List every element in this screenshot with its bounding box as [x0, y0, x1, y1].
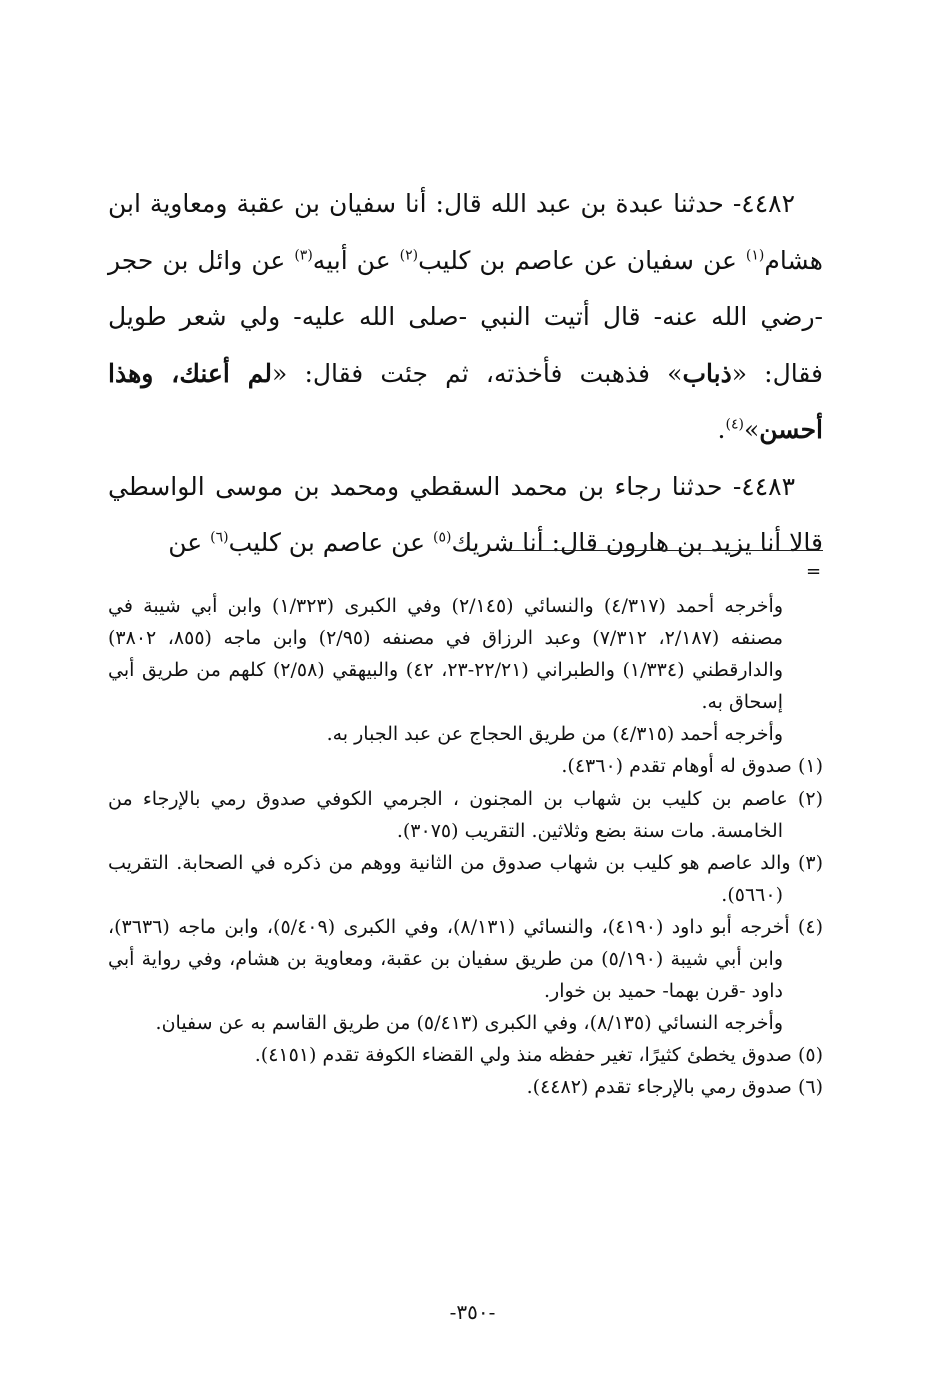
prophetic-speech: ذباب — [682, 358, 732, 388]
footnote-separator — [508, 550, 823, 551]
footnote-ref[interactable]: (١) — [745, 247, 765, 264]
footnote-5: (٥) صدوق يخطئ كثيرًا، تغير حفظه منذ ولي القضاء الكوفة تقدم (٤١٥١). — [254, 1044, 823, 1067]
footnote-4: (٤) أخرجه أبو داود (٤١٩٠)، والنسائي (٨/١٣١)، وفي الكبرى (٥/٤٠٩)، وابن ماجه (٣٦٣٦)، وابن أبي شيبة (٥/١٩٠) من طريق سفيان بن عقبة، ومعاوية بن هشام، وفي رواية أبي داود -قرن بهما- حميد بن خوار. — [108, 915, 823, 1003]
footnote-continuation: وأخرجه أحمد (٤/٣١٧) والنسائي (٢/١٤٥) وفي الكبرى (١/٣٢٣) وابن أبي شيبة في مصنفه (٢/١٨٧، ٧/٣١٢) وعبد الرزاق في مصنفه (٢/٩٥) وابن ماجه (٨٥٥، ٣٨٠٢) والدارقطني (١/٣٣٤) والطبراني (٢٢/٢١-٢٣، ٤٢) والبيهقي (٢/٥٨) كلهم من طريق أبي إسحاق به. — [108, 595, 783, 714]
footnote-3: (٣) والد عاصم هو كليب بن شهاب صدوق من الثانية ووهم من ذكره في الصحابة. التقريب (٥٦٦٠). — [108, 851, 823, 906]
hadith-4482 — [108, 176, 823, 459]
footnote-ref[interactable]: (٥) — [432, 529, 452, 546]
hadith-text: » فذهبت فأخذته، ثم جئت فقال: « — [271, 358, 683, 388]
footnote-2: (٢) عاصم بن كليب بن شهاب بن المجنون ، الجرمي الكوفي صدوق رمي بالإرجاء من الخامسة. مات سنة بضع وثلاثين. التقريب (٣٠٧٥). — [108, 787, 823, 842]
hadith-text: ٤٤٨٢- حدثنا عبدة بن عبد الله قال: أنا سفيان بن عقبة ومعاوية ابن هشام — [108, 189, 823, 275]
hadith-text: » — [743, 415, 760, 444]
prophetic-speech: لم أعنك، وهذا أحسن — [108, 358, 823, 444]
hadith-4483 — [108, 459, 823, 572]
footnote-6: (٦) صدوق رمي بالإرجاء تقدم (٤٤٨٢). — [526, 1076, 823, 1099]
footnote-ref[interactable]: (٤) — [725, 416, 744, 433]
continuation-marker: = — [806, 561, 822, 582]
footnote-ref[interactable]: (٢) — [399, 247, 419, 264]
footnote-4-continuation: وأخرجه النسائي (٨/١٣٥)، وفي الكبرى (٥/٤١٣) من طريق القاسم به عن سفيان. — [155, 1012, 783, 1035]
hadith-text: عن — [168, 528, 211, 557]
hadith-text: عن عاصم بن كليب — [228, 528, 433, 557]
footnote-continuation: وأخرجه أحمد (٤/٣١٥) من طريق الحجاج عن عبد الجبار به. — [326, 723, 783, 746]
main-text — [108, 176, 823, 572]
footnote-ref[interactable]: (٦) — [210, 529, 229, 546]
footnote-1: (١) صدوق له أوهام تقدم (٤٣٦٠). — [561, 755, 823, 778]
hadith-text: . — [717, 415, 726, 444]
hadith-text: ٤٤٨٣- حدثنا رجاء بن محمد السقطي ومحمد بن موسى الواسطي قالا أنا يزيد بن هارون قال: أنا شريك — [108, 471, 823, 557]
hadith-text: عن أبيه — [312, 245, 400, 275]
page-number: -٣٥٠- — [449, 1300, 496, 1324]
hadith-text: عن سفيان عن عاصم بن كليب — [418, 245, 746, 275]
hadith-text: عن وائل بن حجر -رضي الله عنه- قال أتيت النبي -صلى الله عليه- ولي شعر طويل فقال: « — [108, 245, 823, 388]
footnote-ref[interactable]: (٣) — [294, 247, 313, 264]
footnotes — [108, 590, 823, 1104]
